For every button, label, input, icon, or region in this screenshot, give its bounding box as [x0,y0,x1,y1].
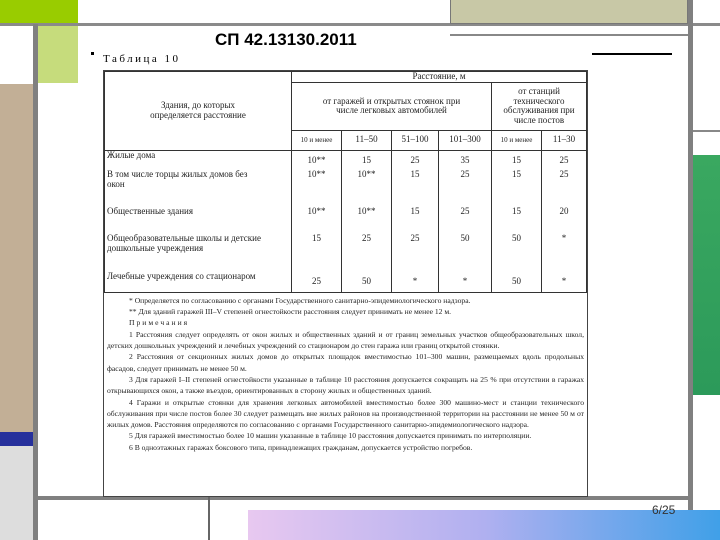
table-row [105,272,587,292]
decor-tan-block [0,84,33,432]
note-item: 3 Для гаражей I–II степеней огнестойкости указанные в таблице 10 расстояния допускается сокращать на 25 % при отсутствии в гаражах открывающихся окон, а также въездов, ориентированных в сторону жилых и общественных зданий. [107,374,584,396]
row-label: Жилые дома [105,150,292,170]
cell: * [392,272,439,292]
table-notes [104,293,587,455]
decor-rule [592,53,672,55]
cell: 25 [392,150,439,170]
group-header-garages: от гаражей и открытых стоянок при числе легковых автомобилей [292,82,492,130]
table-image [103,70,588,497]
decor-left-bar [33,24,38,540]
decor-line [450,34,688,36]
cell: 10** [342,170,392,207]
notes-heading: Примечания [129,318,190,328]
slide-title: СП 42.13130.2011 [215,30,357,49]
decor-green-block [0,0,78,24]
page-number: 6/25 [652,503,676,517]
subcol-header: 11–50 [342,130,392,150]
row-label: Общественные здания [105,207,292,234]
cell: 25 [542,170,587,207]
row-label: Лечебные учреждения со стационаром [105,272,292,292]
cell: 10** [342,207,392,234]
subcol-header: 51–100 [392,130,439,150]
footnote: ** Для зданий гаражей III–V степеней огнестойкости расстояния следует принимать не менее 12 м. [129,307,452,317]
table-row [105,150,587,170]
note-item: 4 Гаражи и открытые стоянки для хранения легковых автомобилей вместимостью более 300 машино-мест и станции технического обслуживания при числе постов более 30 следует размещать вне жилых районов на производственной территории на расстоянии не менее 50 м от жилых домов. Расстояния определяются по согласованию с органами Государственного санитарно-эпидемиологического надзора. [107,397,584,430]
cell: 25 [542,150,587,170]
table-row [105,234,587,272]
cell: 15 [492,170,542,207]
table-caption: Таблица 10 [103,53,181,65]
distance-table [104,71,587,293]
cell: 50 [492,272,542,292]
decor-line [693,130,720,132]
cell: 20 [542,207,587,234]
note-item: 1 Расстояния следует определять от окон жилых и общественных зданий и от границ земельных участков общеобразовательных школ, детских дошкольных учреждений и лечебных учреждений со стационаром до стен гаража или границ открытой стоянки. [107,329,584,351]
cell: 25 [392,234,439,272]
cell: * [542,272,587,292]
footnote: * Определяется по согласованию с органами Государственного санитарно-эпидемиологического надзора. [129,295,471,305]
cell: * [542,234,587,272]
cell: 10** [292,170,342,207]
note-item: 2 Расстояния от секционных жилых домов до открытых площадок вместимостью 101–300 машин, размещаемых вдоль продольных фасадов, следует принимать не менее 50 м. [107,352,584,373]
subcol-header: 101–300 [439,130,492,150]
subcol-header: 11–30 [542,130,587,150]
cell: 15 [492,207,542,234]
cell: 15 [492,150,542,170]
cell: 50 [492,234,542,272]
decor-bottom-gradient [248,510,720,540]
row-header: Здания, до которых определяется расстояние [105,72,292,151]
subcol-header: 10 и менее [292,130,342,150]
cell: * [439,272,492,292]
cell: 25 [292,272,342,292]
cell: 50 [342,272,392,292]
cell: 25 [439,207,492,234]
decor-green-gradient [693,155,720,395]
cell: 25 [439,170,492,207]
cell: 35 [439,150,492,170]
table-row [105,170,587,207]
table-row [105,207,587,234]
decor-blue-strip [0,432,33,446]
top-header: Расстояние, м [292,72,587,83]
row-label: В том числе торцы жилых домов без окон [105,170,292,207]
group-header-stations: от станций технического обслуживания при числе постов [492,82,587,130]
decor-lightgreen-block [38,26,78,83]
cell: 25 [342,234,392,272]
cell: 15 [292,234,342,272]
note-item: 6 В одноэтажных гаражах боксового типа, принадлежащих гражданам, допускается устройство погребов. [129,442,473,452]
decor-bottom-vline [208,490,210,540]
bullet-icon [91,52,94,55]
cell: 15 [392,170,439,207]
decor-khaki-block [450,0,688,24]
cell: 10** [292,207,342,234]
decor-gray-block [0,446,33,540]
cell: 50 [439,234,492,272]
row-label: Общеобразовательные школы и детские дошкольные учреждения [105,234,292,272]
note-item: 5 Для гаражей вместимостью более 10 машин указанные в таблице 10 расстояния допускается принимать по интерполяции. [129,431,532,441]
subcol-header: 10 и менее [492,130,542,150]
cell: 10** [292,150,342,170]
cell: 15 [342,150,392,170]
cell: 15 [392,207,439,234]
